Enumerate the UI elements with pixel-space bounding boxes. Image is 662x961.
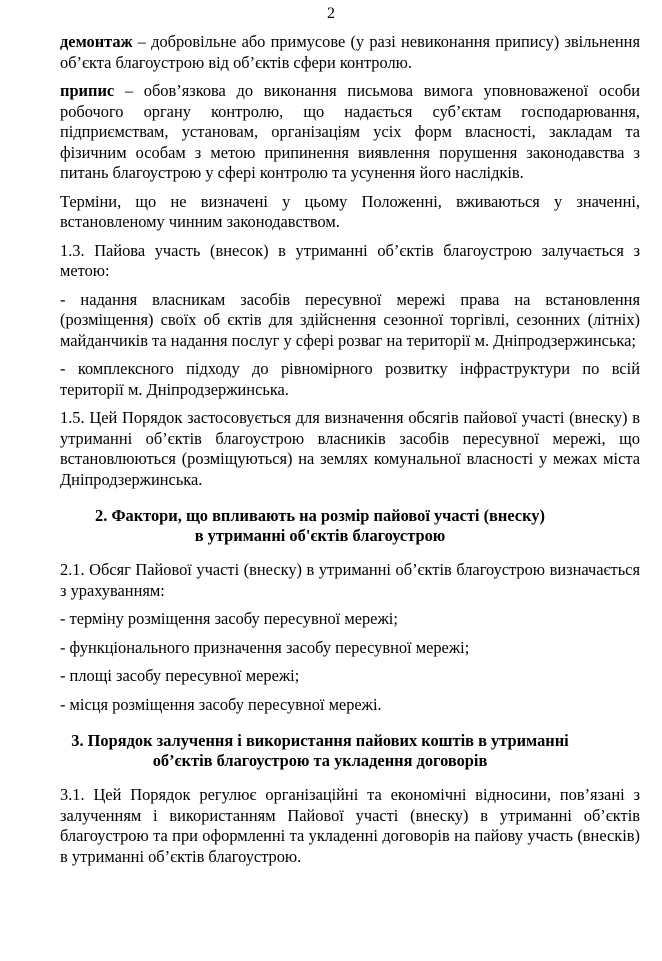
clause-2-1-item: - терміну розміщення засобу пересувної мережі; [60, 609, 398, 628]
definition-order-text: – обов’язкова до виконання письмова вимога уповноваженої особи робочого органу контролю, що надається суб’єктам господарювання, підприємствам, установам, організаціям усіх форм власності, закладам та фізичним особам з метою припинення виявлення порушення законодавства з питань благоустрою у сфері контролю та усунення його наслідків. [60, 81, 640, 182]
clause-2-1: 2.1. Обсяг Пайової участі (внеску) в утриманні об’єктів благоустрою визначається з урахуванням: [60, 560, 640, 600]
section-2-heading-line2: в утриманні об'єктів благоустрою [194, 526, 446, 545]
clause-2-1-item: - місця розміщення засобу пересувної мережі. [60, 694, 382, 714]
clause-1-3-item-1: - надання власникам засобів пересувної мережі права на встановлення (розміщення) своїх об єктів для здійснення сезонної торгівлі, сезонних (літніх) майданчиків та надання послуг у сфері розваг на території м. Дніпродзержинська; [60, 289, 640, 350]
term-dismantling: демонтаж [60, 32, 133, 51]
page-body [0, 32, 662, 875]
clause-2-1-item: - площі засобу пересувної мережі; [60, 666, 300, 685]
clause-1-5: 1.5. Цей Порядок застосовується для визначення обсягів пайової участі (внеску) в утриманні об’єктів благоустрою власників засобів пересувної мережі, що встановлюються (розміщуються) на землях комунальної власності у межах міста Дніпродзержинська. [60, 408, 640, 489]
clause-3-1: 3.1. Цей Порядок регулює організаційні та економічні відносини, пов’язані з залученням і використанням Пайової участі (внеску) в утриманні об’єктів благоустрою та при оформленні та укладенні договорів на пайову участь (внесків) в утриманні об’єктів благоустрою. [60, 785, 640, 866]
section-2-heading-line1: 2. Фактори, що впливають на розмір пайової участі (внеску) [95, 506, 545, 525]
terms-note: Терміни, що не визначені у цьому Положенні, вживаються у значенні, встановленому чинним законодавством. [60, 191, 640, 231]
definition-dismantling-text: – добровільне або примусове (у разі невиконання припису) звільнення об’єкта благоустрою від об’єктів сфери контролю. [60, 32, 640, 72]
clause-2-1-item: - функціонального призначення засобу пересувної мережі; [60, 637, 470, 657]
clause-1-3-item-2: - комплексного підходу до рівномірного розвитку інфраструктури по всій території м. Дніпродзержинська. [60, 359, 640, 399]
section-3-heading-line2: об’єктів благоустрою та укладення договорів [152, 751, 488, 770]
section-3-heading [0, 731, 640, 771]
text-column [60, 32, 640, 490]
term-order: припис [60, 81, 115, 100]
definition-order [60, 81, 640, 184]
section-3-body [60, 785, 640, 867]
section-2-heading [0, 506, 640, 546]
section-3-heading-line1: 3. Порядок залучення і використання пайових коштів в утриманні [71, 731, 569, 750]
section-2-body [60, 560, 640, 715]
page-number: 2 [327, 5, 335, 22]
clause-1-3: 1.3. Пайова участь (внесок) в утриманні об’єктів благоустрою залучається з метою: [60, 240, 640, 280]
definition-dismantling [60, 32, 640, 73]
